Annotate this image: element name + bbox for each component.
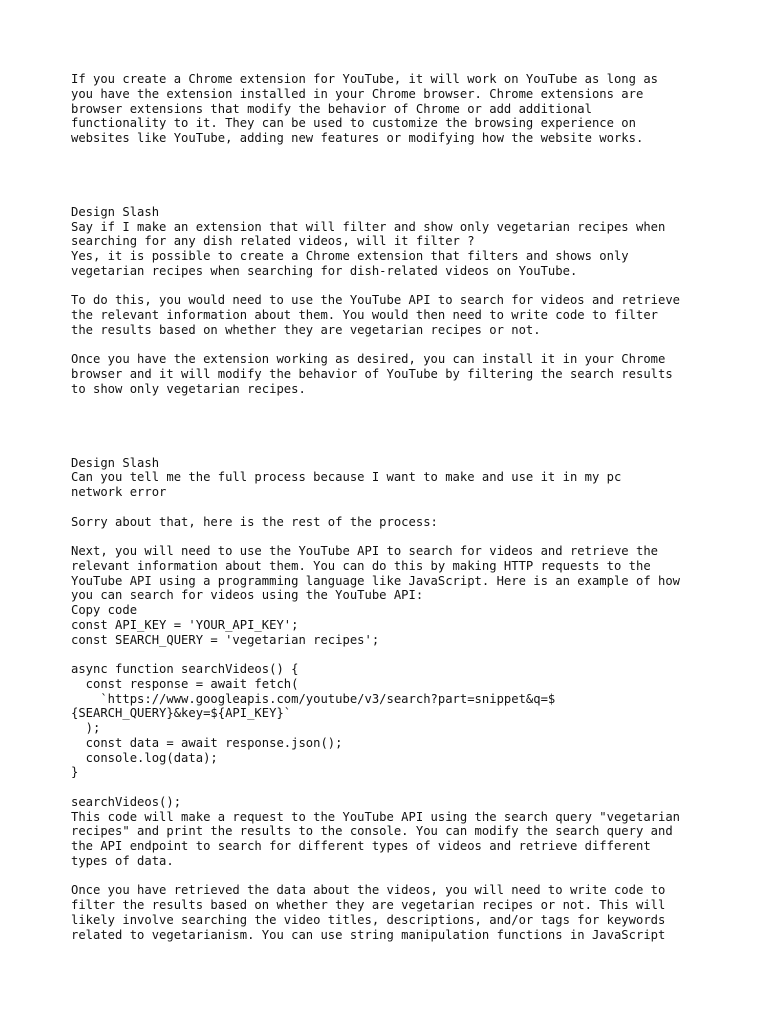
- text-line: Once you have retrieved the data about the videos, you will need to write code to: [71, 883, 666, 898]
- text-line: searching for any dish related videos, will it filter ?: [71, 234, 475, 249]
- text-line: [71, 426, 711, 441]
- text-line: Design Slash: [71, 204, 160, 219]
- text-line: Next, you will need to use the YouTube API to search for videos and retrieve the: [71, 544, 658, 558]
- text-line: you can search for videos using the YouTube API:: [71, 588, 424, 603]
- text-line: [71, 780, 711, 795]
- text-line: vegetarian recipes when searching for dish-related videos on YouTube.: [71, 263, 578, 278]
- text-line: [71, 175, 711, 190]
- text-line: [71, 161, 711, 176]
- text-line: to show only vegetarian recipes.: [71, 381, 306, 396]
- text-line: Say if I make an extension that will filter and show only vegetarian recipes when: [71, 219, 666, 234]
- text-line: console.log(data);: [71, 750, 218, 765]
- text-line: YouTube API using a programming language like JavaScript. Here is an example of how: [71, 573, 681, 588]
- text-line: This code will make a request to the YouTube API using the search query "vegetarian: [71, 809, 681, 824]
- text-line: Yes, it is possible to create a Chrome extension that filters and shows only: [71, 249, 629, 263]
- text-line: `https://www.googleapis.com/youtube/v3/search?part=snippet&q=$: [71, 691, 556, 706]
- text-line: relevant information about them. You can do this by making HTTP requests to the: [71, 558, 651, 573]
- text-line: async function searchVideos() {: [71, 662, 299, 676]
- text-line: Can you tell me the full process because I want to make and use it in my pc: [71, 470, 622, 485]
- text-line: the relevant information about them. You would then need to write code to filter: [71, 308, 658, 322]
- text-line: To do this, you would need to use the YouTube API to search for videos and retrieve: [71, 293, 681, 308]
- text-line: [71, 279, 711, 294]
- text-line: const response = await fetch(: [71, 676, 299, 691]
- text-line: websites like YouTube, adding new features or modifying how the website works.: [71, 131, 644, 145]
- text-line: Sorry about that, here is the rest of the process:: [71, 514, 438, 529]
- document-page: [71, 72, 711, 942]
- text-line: [71, 338, 711, 353]
- text-line: const SEARCH_QUERY = 'vegetarian recipes';: [71, 632, 380, 647]
- text-line: }: [71, 765, 79, 780]
- text-line: If you create a Chrome extension for YouTube, it will work on YouTube as long as: [71, 72, 658, 86]
- text-line: the API endpoint to search for different types of videos and retrieve different: [71, 839, 651, 853]
- text-line: [71, 146, 711, 161]
- text-line: [71, 411, 711, 426]
- text-line: searchVideos();: [71, 794, 182, 809]
- text-line: [71, 869, 711, 884]
- text-line: Copy code: [71, 603, 138, 617]
- text-line: Design Slash: [71, 455, 160, 470]
- text-line: );: [71, 721, 101, 735]
- text-line: {SEARCH_QUERY}&key=${API_KEY}`: [71, 706, 292, 721]
- text-line: [71, 500, 711, 515]
- text-line: functionality to it. They can be used to customize the browsing experience on: [71, 116, 636, 131]
- text-line: Once you have the extension working as desired, you can install it in your Chrome: [71, 352, 666, 367]
- text-line: likely involve searching the video titles, descriptions, and/or tags for keywords: [71, 912, 666, 927]
- text-line: network error: [71, 485, 167, 499]
- text-line: you have the extension installed in your Chrome browser. Chrome extensions are: [71, 86, 644, 101]
- text-line: [71, 397, 711, 412]
- text-line: filter the results based on whether they are vegetarian recipes or not. This will: [71, 898, 666, 912]
- text-line: browser extensions that modify the behavior of Chrome or add additional: [71, 101, 592, 116]
- text-line: types of data.: [71, 853, 174, 868]
- text-line: [71, 441, 711, 456]
- text-line: [71, 529, 711, 544]
- text-line: const data = await response.json();: [71, 735, 343, 750]
- text-line: recipes" and print the results to the console. You can modify the search query and: [71, 824, 673, 839]
- text-line: [71, 647, 711, 662]
- text-line: [71, 190, 711, 205]
- text-line: browser and it will modify the behavior of YouTube by filtering the search results: [71, 367, 673, 381]
- text-line: the results based on whether they are vegetarian recipes or not.: [71, 322, 541, 337]
- text-line: const API_KEY = 'YOUR_API_KEY';: [71, 617, 299, 632]
- text-line: related to vegetarianism. You can use string manipulation functions in JavaScript: [71, 927, 666, 942]
